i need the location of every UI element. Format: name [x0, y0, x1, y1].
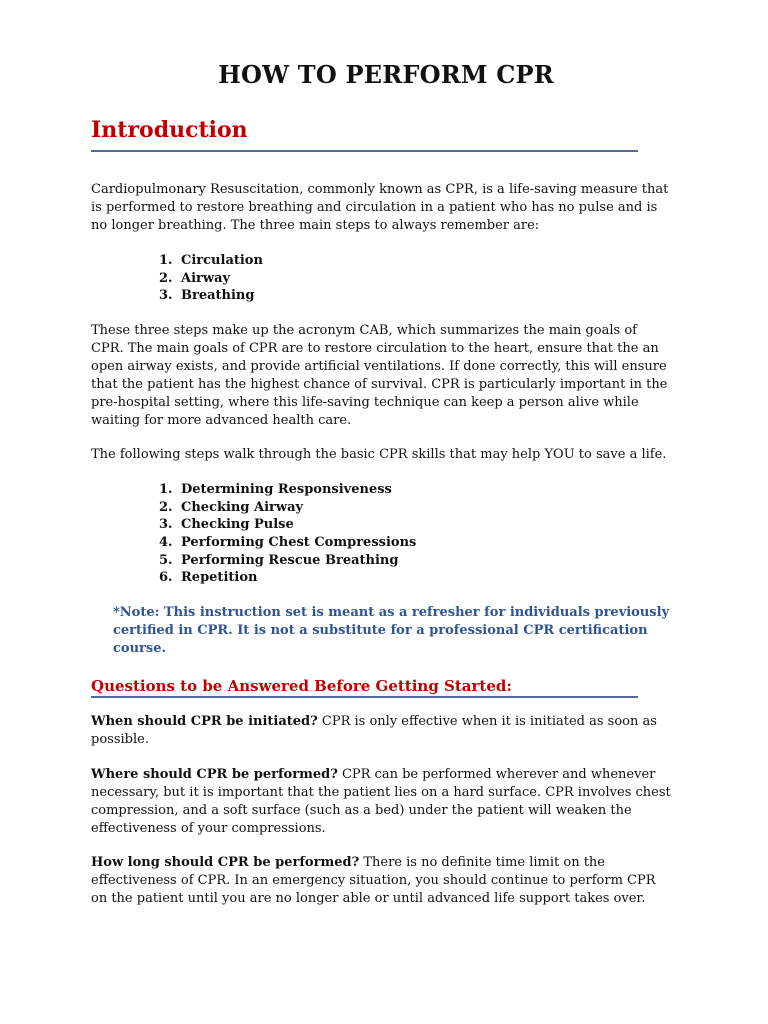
question-text: When should CPR be initiated? [91, 714, 318, 729]
list-item: 5. Performing Rescue Breathing [159, 552, 399, 568]
steps-intro-paragraph: The following steps walk through the basic CPR skills that may help YOU to save a life. [91, 447, 667, 462]
answer-text: CPR is only effective when it is initiated as soon as possible. [91, 714, 657, 747]
questions-heading: Questions to be Answered Before Getting Started: [91, 677, 512, 695]
answer-text: CPR can be performed wherever and whenever necessary, but it is important that the patient lies on a hard surface. CPR involves chest compression, and a soft surface (such as a bed) under the patient will weaken the effectiveness of your compressions. [91, 767, 671, 836]
intro-paragraph: Cardiopulmonary Resuscitation, commonly known as CPR, is a life-saving measure that is performed to restore breathing and circulation in a patient who has no pulse and is no longer breathing. The three main steps to always remember are: [91, 182, 669, 233]
list-item: 6. Repetition [159, 570, 258, 586]
question-text: Where should CPR be performed? [91, 767, 338, 782]
cab-paragraph: These three steps make up the acronym CAB, which summarizes the main goals of CPR. The main goals of CPR are to restore circulation to the heart, ensure that the an open airway exists, and provide artificial ventilations. If done correctly, this will ensure that the patient has the highest chance of survival. CPR is particularly important in the pre-hospital setting, where this life-saving technique can keep a person alive while waiting for more advanced health care. [91, 323, 668, 428]
introduction-divider [91, 150, 638, 152]
list-item: 1. Determining Responsiveness [159, 482, 392, 497]
skill-steps-list [91, 481, 416, 587]
qa-where [91, 766, 673, 838]
answer-text: There is no definite time limit on the effectiveness of CPR. In an emergency situation, you should continue to perform CPR on the patient until you are no longer able or until advanced life support takes over. [91, 855, 656, 906]
introduction-heading: Introduction [91, 117, 248, 143]
qa-how-long [91, 854, 673, 908]
page-title: HOW TO PERFORM CPR [218, 60, 554, 89]
list-item: 3. Breathing [159, 288, 255, 304]
list-item: 1. Circulation [159, 253, 263, 268]
question-text: How long should CPR be performed? [91, 855, 360, 870]
main-steps-list [91, 252, 263, 305]
list-item: 2. Airway [159, 270, 231, 286]
list-item: 4. Performing Chest Compressions [159, 535, 417, 551]
qa-initiated [91, 713, 673, 749]
list-item: 2. Checking Airway [159, 499, 304, 515]
questions-divider [91, 696, 638, 698]
list-item: 3. Checking Pulse [159, 517, 294, 533]
note-text: *Note: This instruction set is meant as a refresher for individuals previously certified in CPR. It is not a substitute for a professional CPR certification course. [113, 605, 670, 656]
